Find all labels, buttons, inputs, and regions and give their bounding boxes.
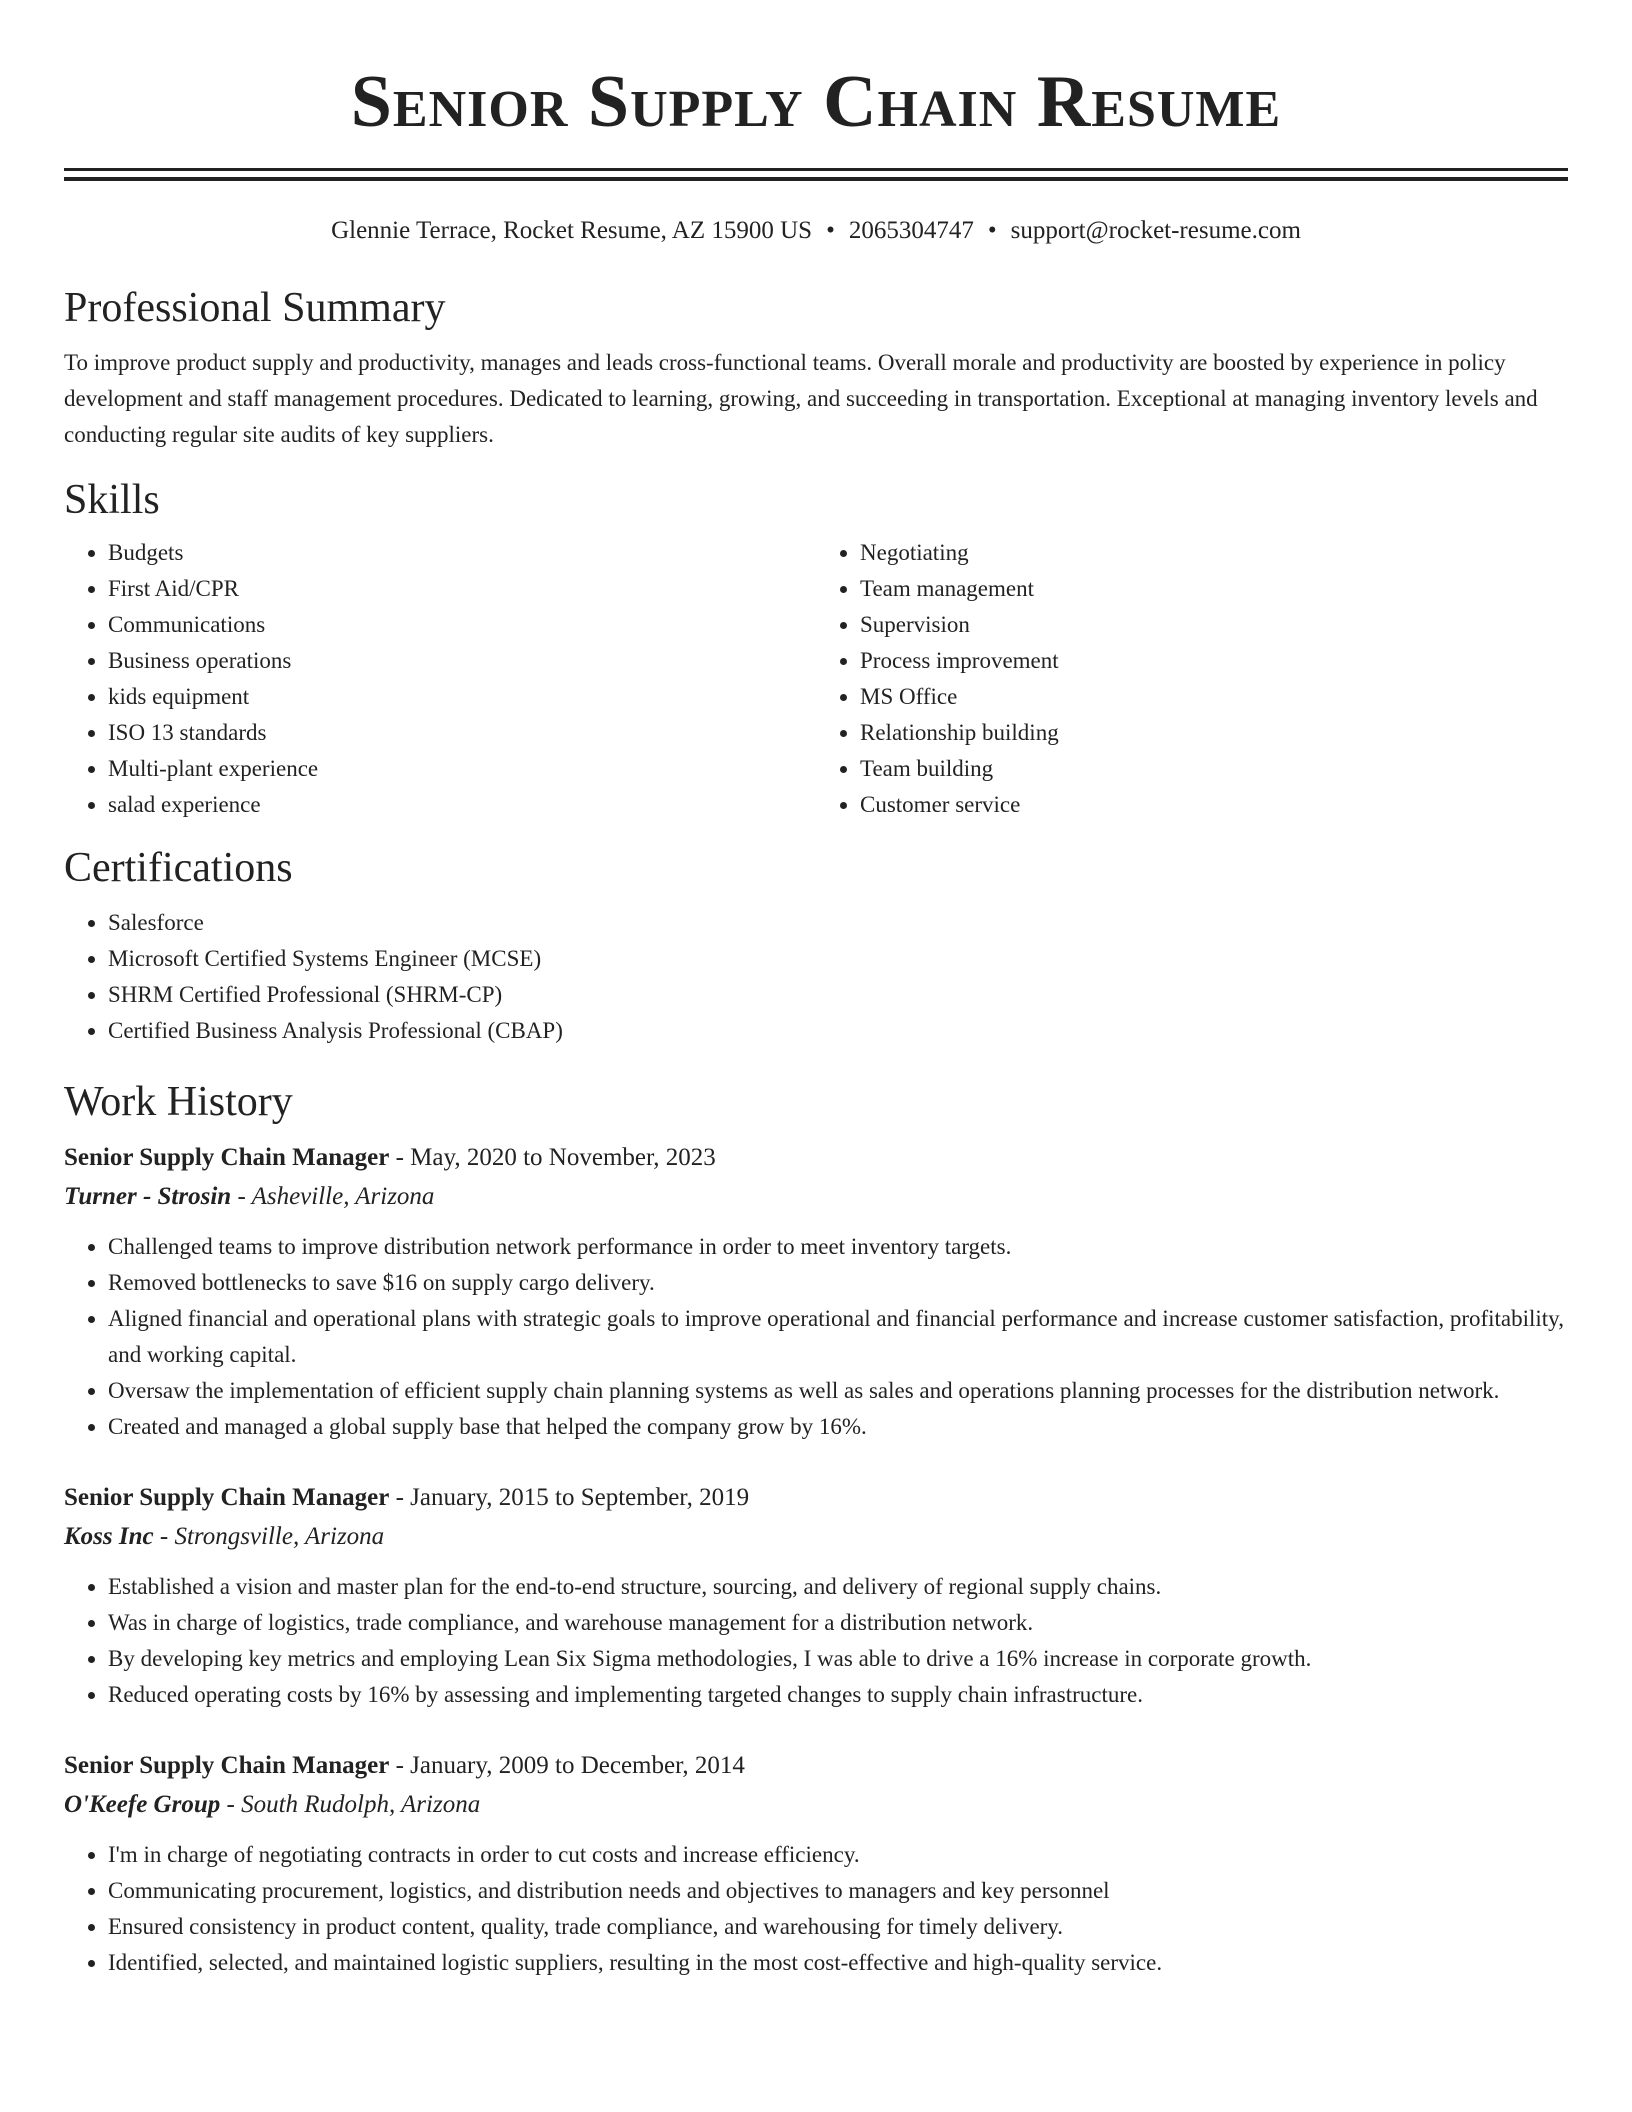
job-company-line xyxy=(64,1177,1568,1217)
job-bullet: • Was in charge of logistics, trade compliance, and warehouse management for a distribution network. xyxy=(108,1605,1568,1641)
job-title: Senior Supply Chain Manager xyxy=(64,1484,390,1511)
skills-list-left xyxy=(64,535,816,823)
skills-list-right xyxy=(816,535,1568,823)
job-bullet: • Aligned financial and operational plans with strategic goals to improve operational and financial performance and increase customer satisfaction, profitability, and working capital. xyxy=(108,1301,1568,1373)
certifications-heading: Certifications xyxy=(64,845,293,891)
job-header xyxy=(64,1479,1568,1517)
contact-phone: 2065304747 xyxy=(848,217,974,244)
job-location: Strongsville, Arizona xyxy=(174,1523,385,1550)
job-company-line xyxy=(64,1517,1568,1557)
certification-item: • Microsoft Certified Systems Engineer (MCSE) xyxy=(108,941,1568,977)
job-dash: - xyxy=(226,1791,235,1818)
job-bullet: • Removed bottlenecks to save $16 on supply cargo delivery. xyxy=(108,1265,1568,1301)
job-bullets xyxy=(64,1229,1568,1445)
job-entry xyxy=(64,1139,1568,1445)
job-dash: - xyxy=(159,1523,169,1550)
job-dates: January, 2015 to September, 2019 xyxy=(410,1484,750,1511)
job-bullet: • Reduced operating costs by 16% by assessing and implementing targeted changes to supply chain infrastructure. xyxy=(108,1677,1568,1713)
summary-text: To improve product supply and productivity, manages and leads cross-functional teams. Overall morale and productivity are boosted by experience in policy development and staff management procedures. Dedicated to learning, growing, and succeeding in transportation. Exceptional at managing inventory levels and conducting regular site audits of key suppliers. xyxy=(64,350,1538,447)
job-location: South Rudolph, Arizona xyxy=(241,1791,481,1818)
skill-item: • Communications xyxy=(108,607,816,643)
job-bullet: • Oversaw the implementation of efficient supply chain planning systems as well as sales and operations planning processes for the distribution network. xyxy=(108,1373,1568,1409)
certification-item: • SHRM Certified Professional (SHRM-CP) xyxy=(108,977,1568,1013)
contact-address: Glennie Terrace, Rocket Resume, AZ 15900 US xyxy=(331,217,813,244)
job-company: Turner - Strosin xyxy=(64,1183,232,1210)
job-dash: - xyxy=(395,1752,404,1779)
resume-title: Senior Supply Chain Resume xyxy=(350,61,1282,143)
job-dates: May, 2020 to November, 2023 xyxy=(410,1144,716,1171)
job-dash: - xyxy=(395,1484,404,1511)
job-entry xyxy=(64,1747,1568,1981)
resume-content xyxy=(64,0,1568,1981)
skill-item: • kids equipment xyxy=(108,679,816,715)
job-bullet: • Communicating procurement, logistics, and distribution needs and objectives to managers and key personnel xyxy=(108,1873,1568,1909)
job-location: Asheville, Arizona xyxy=(251,1183,435,1210)
skill-item: • Budgets xyxy=(108,535,816,571)
job-dash: - xyxy=(395,1144,404,1171)
skill-item: • Supervision xyxy=(860,607,1568,643)
job-bullet: • By developing key metrics and employing Lean Six Sigma methodologies, I was able to drive a 16% increase in corporate growth. xyxy=(108,1641,1568,1677)
job-bullet: • Challenged teams to improve distribution network performance in order to meet inventory targets. xyxy=(108,1229,1568,1265)
job-title: Senior Supply Chain Manager xyxy=(64,1144,390,1171)
job-header xyxy=(64,1139,1568,1177)
skill-item: • Business operations xyxy=(108,643,816,679)
skill-item: • Process improvement xyxy=(860,643,1568,679)
contact-line xyxy=(64,215,1568,247)
skill-item: • Multi-plant experience xyxy=(108,751,816,787)
contact-separator: • xyxy=(987,217,997,244)
title-divider xyxy=(64,168,1568,181)
certifications-list xyxy=(64,905,1568,1049)
job-company: Koss Inc xyxy=(64,1523,154,1550)
job-header xyxy=(64,1747,1568,1785)
job-bullet: • Established a vision and master plan for the end-to-end structure, sourcing, and delivery of regional supply chains. xyxy=(108,1569,1568,1605)
skill-item: • salad experience xyxy=(108,787,816,823)
skill-item: • Team building xyxy=(860,751,1568,787)
skill-item: • Team management xyxy=(860,571,1568,607)
work-history-heading: Work History xyxy=(64,1079,293,1125)
contact-separator: • xyxy=(826,217,835,244)
job-title: Senior Supply Chain Manager xyxy=(64,1752,390,1779)
certification-item: • Certified Business Analysis Professional (CBAP) xyxy=(108,1013,1568,1049)
skill-item: • Customer service xyxy=(860,787,1568,823)
skill-item: • First Aid/CPR xyxy=(108,571,816,607)
job-bullet: • I'm in charge of negotiating contracts in order to cut costs and increase efficiency. xyxy=(108,1837,1568,1873)
skill-item: • MS Office xyxy=(860,679,1568,715)
job-bullets xyxy=(64,1569,1568,1713)
job-bullet: • Ensured consistency in product content, quality, trade compliance, and warehousing for timely delivery. xyxy=(108,1909,1568,1945)
summary-heading: Professional Summary xyxy=(64,285,446,331)
certification-item: • Salesforce xyxy=(108,905,1568,941)
job-company-line xyxy=(64,1785,1568,1825)
skill-item: • Negotiating xyxy=(860,535,1568,571)
job-bullet: • Created and managed a global supply base that helped the company grow by 16%. xyxy=(108,1409,1568,1445)
skills-heading: Skills xyxy=(64,477,160,523)
contact-email: support@rocket-resume.com xyxy=(1010,217,1301,244)
job-entry xyxy=(64,1479,1568,1713)
skills-columns xyxy=(64,535,1568,823)
job-bullets xyxy=(64,1837,1568,1981)
job-bullet: • Identified, selected, and maintained logistic suppliers, resulting in the most cost-effective and high-quality service. xyxy=(108,1945,1568,1981)
skill-item: • Relationship building xyxy=(860,715,1568,751)
job-dash: - xyxy=(237,1183,246,1210)
job-company: O'Keefe Group xyxy=(64,1791,221,1818)
job-dates: January, 2009 to December, 2014 xyxy=(410,1752,745,1779)
skill-item: • ISO 13 standards xyxy=(108,715,816,751)
